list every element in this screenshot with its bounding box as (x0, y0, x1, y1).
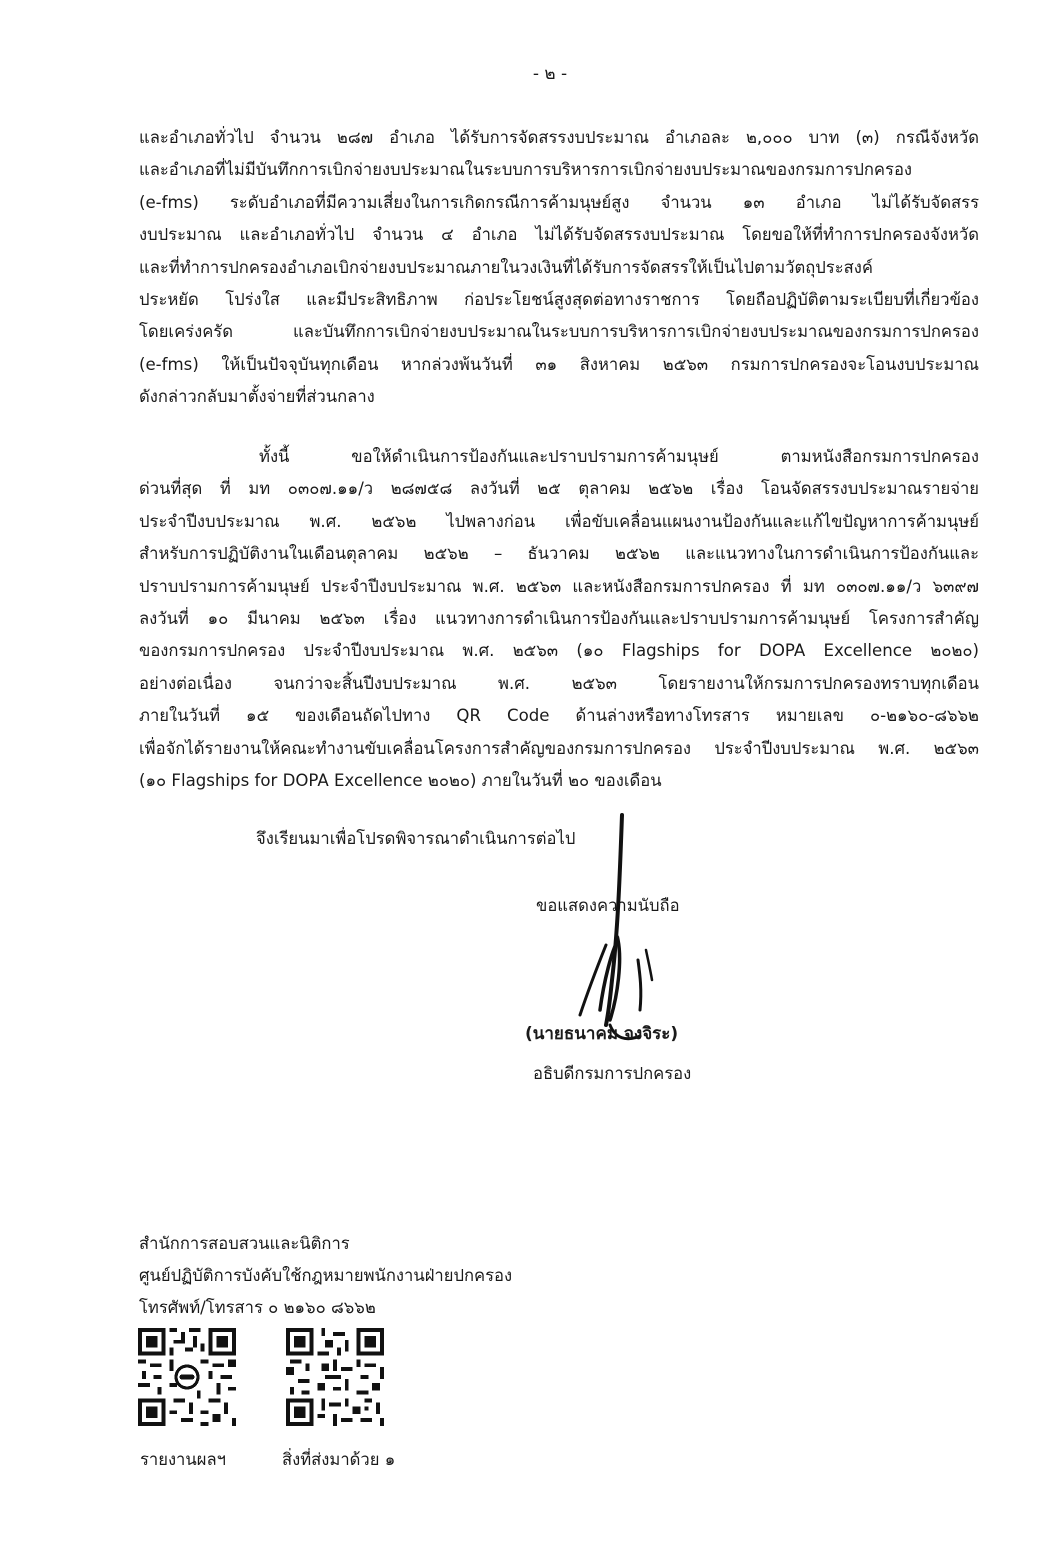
paragraph-1-line: (e-fms) ระดับอำเภอที่มีความเสี่ยงในการเกิดกรณีการค้ามนุษย์สูง จำนวน ๑๓ อำเภอ ไม่ได้รับจัดสรร (139, 192, 979, 212)
paragraph-1-line: และอำเภอทั่วไป จำนวน ๒๘๗ อำเภอ ได้รับการจัดสรรงบประมาณ อำเภอละ ๒,๐๐๐ บาท (๓) กรณีจังหวัด (139, 128, 979, 147)
paragraph-2-line: อย่างต่อเนื่อง จนกว่าจะสิ้นปีงบประมาณ พ.ศ. ๒๕๖๓ โดยรายงานให้กรมการปกครองทราบทุกเดือน (139, 673, 979, 693)
footer-office: สำนักการสอบสวนและนิติการ (139, 1234, 350, 1253)
paragraph-2-line: (๑๐ Flagships for DOPA Excellence ๒๐๒๐) ภายในวันที่ ๒๐ ของเดือน (139, 771, 662, 791)
paragraph-2 (139, 441, 979, 797)
paragraph-2-line: ภายในวันที่ ๑๕ ของเดือนถัดไปทาง QR Code ด้านล่างหรือทางโทรสาร หมายเลข ๐-๒๑๖๐-๘๖๖๒ (139, 706, 979, 726)
qr-label-attachment: สิ่งที่ส่งมาด้วย ๑ (282, 1450, 396, 1469)
paragraph-1-line: และที่ทำการปกครองอำเภอเบิกจ่ายงบประมาณภายในวงเงินที่ได้รับการจัดสรรให้เป็นไปตามวัตถุประสงค์ (139, 257, 873, 277)
signer-name: (นายธนาคม จงจิระ) (525, 1024, 679, 1044)
paragraph-1-line: และอำเภอที่ไม่มีบันทึกการเบิกจ่ายงบประมาณในระบบการบริหารการเบิกจ่ายงบประมาณของกรมการปกครอง (139, 160, 913, 180)
qr-code-icon[interactable] (286, 1328, 384, 1426)
paragraph-1-line: ดังกล่าวกลับมาตั้งจ่ายที่ส่วนกลาง (139, 387, 375, 407)
footer-center: ศูนย์ปฏิบัติการบังคับใช้กฎหมายพนักงานฝ่ายปกครอง (139, 1266, 513, 1285)
paragraph-1-line: งบประมาณ และอำเภอทั่วไป จำนวน ๔ อำเภอ ไม่ได้รับจัดสรรงบประมาณ โดยขอให้ที่ทำการปกครองจังหวัด (139, 225, 979, 245)
footer-contact (139, 1228, 512, 1324)
paragraph-2-line: ลงวันที่ ๑๐ มีนาคม ๒๕๖๓ เรื่อง แนวทางการดำเนินการป้องกันและปราบปรามการค้ามนุษย์ โครงการสำคัญ (139, 609, 979, 629)
signer-position: อธิบดีกรมการปกครอง (533, 1064, 692, 1083)
paragraph-2-line: ปราบปรามการค้ามนุษย์ ประจำปีงบประมาณ พ.ศ. ๒๕๖๓ และหนังสือกรมการปกครอง ที่ มท ๐๓๐๗.๑๑/ว ๖๓๙๗ (139, 576, 979, 596)
qr-label-report: รายงานผลฯ (140, 1450, 226, 1469)
paragraph-1-line: (e-fms) ให้เป็นปัจจุบันทุกเดือน หากล่วงพ้นวันที่ ๓๑ สิงหาคม ๒๕๖๓ กรมการปกครองจะโอนงบประมาณ (139, 354, 979, 374)
footer-phone: โทรศัพท์/โทรสาร ๐ ๒๑๖๐ ๘๖๖๒ (139, 1298, 376, 1317)
paragraph-2-line: เพื่อจักได้รายงานให้คณะทำงานขับเคลื่อนโครงการสำคัญของกรมการปกครอง ประจำปีงบประมาณ พ.ศ. ๒๕๖๓ (139, 738, 979, 758)
respect-line: ขอแสดงความนับถือ (536, 896, 680, 915)
paragraph-1 (139, 122, 979, 414)
closing-line: จึงเรียนมาเพื่อโปรดพิจารณาดำเนินการต่อไป (256, 829, 576, 848)
paragraph-2-line: สำหรับการปฏิบัติงานในเดือนตุลาคม ๒๕๖๒ – ธันวาคม ๒๕๖๒ และแนวทางในการดำเนินการป้องกันและ (139, 544, 979, 564)
paragraph-2-line: ของกรมการปกครอง ประจำปีงบประมาณ พ.ศ. ๒๕๖๓ (๑๐ Flagships for DOPA Excellence ๒๐๒๐) (139, 641, 979, 661)
paragraph-1-line: โดยเคร่งครัด และบันทึกการเบิกจ่ายงบประมาณในระบบการบริหารการเบิกจ่ายงบประมาณของกรมการปกครอง (139, 322, 979, 342)
paragraph-1-line: ประหยัด โปร่งใส และมีประสิทธิภาพ ก่อประโยชน์สูงสุดต่อทางราชการ โดยถือปฏิบัติตามระเบียบที่เกี่ยวข้อง (139, 290, 979, 310)
paragraph-2-line: ด่วนที่สุด ที่ มท ๐๓๐๗.๑๑/ว ๒๘๗๕๘ ลงวันที่ ๒๕ ตุลาคม ๒๕๖๒ เรื่อง โอนจัดสรรงบประมาณรายจ่าย (139, 479, 979, 499)
qr-code-line-icon[interactable] (138, 1328, 236, 1426)
paragraph-2-line: ประจำปีงบประมาณ พ.ศ. ๒๕๖๒ ไปพลางก่อน เพื่อขับเคลื่อนแผนงานป้องกันและแก้ไขปัญหาการค้ามนุษย์ (139, 511, 979, 531)
page-number: - ๒ - (532, 64, 568, 84)
paragraph-2-line: ทั้งนี้ ขอให้ดำเนินการป้องกันและปราบปรามการค้ามนุษย์ ตามหนังสือกรมการปกครอง (259, 447, 979, 466)
